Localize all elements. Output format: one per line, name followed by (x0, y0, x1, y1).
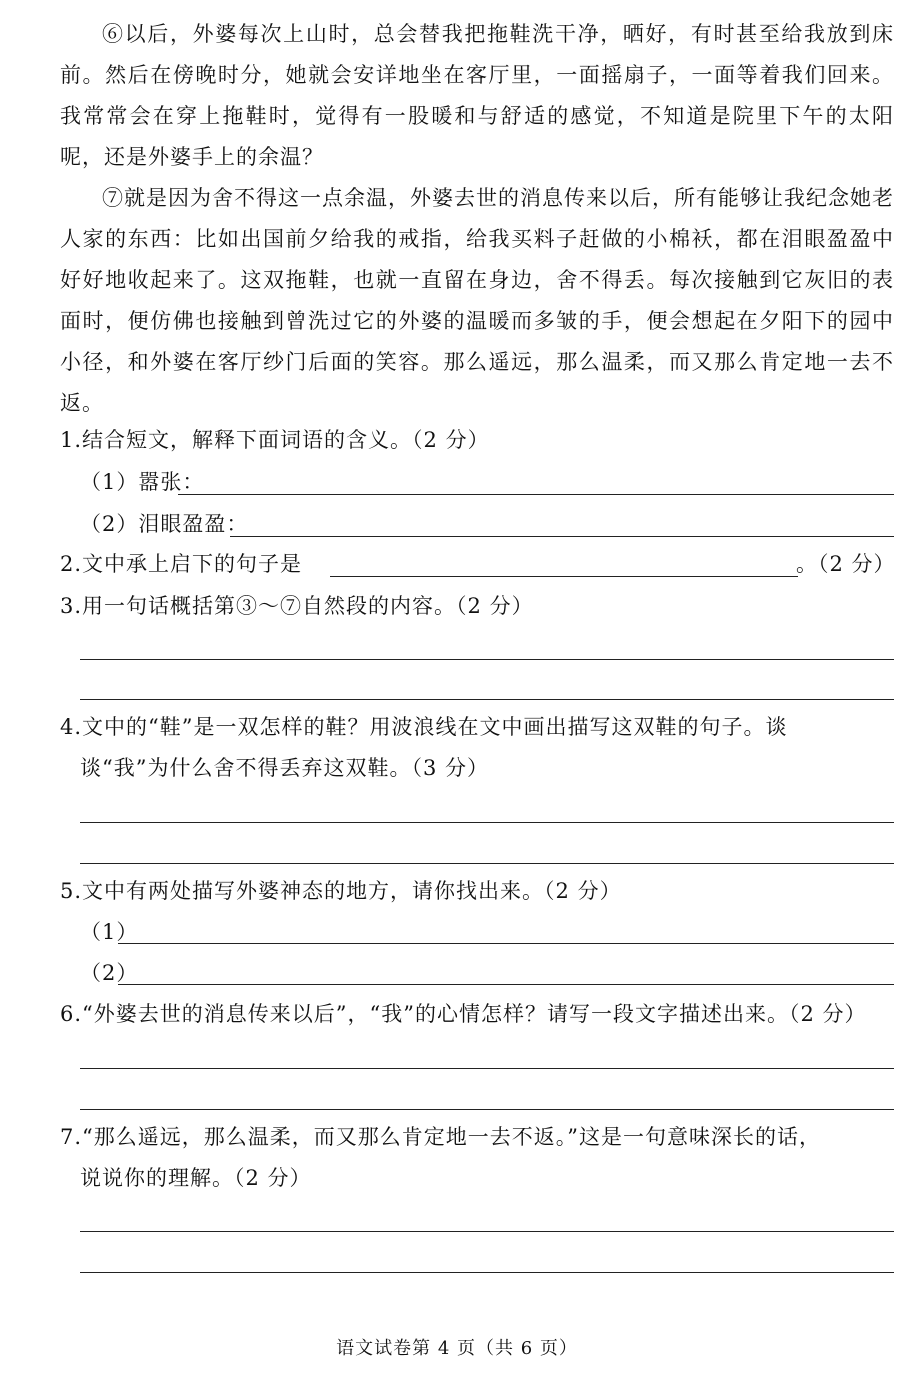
question-3-answer-line-2[interactable] (80, 699, 894, 700)
question-4-stem-line-2: 谈“我”为什么舍不得丢弃这双鞋。（3 分） (80, 756, 490, 780)
question-4-stem-line-1: 4.文中的“鞋”是一双怎样的鞋？用波浪线在文中画出描写这双鞋的句子。谈 (60, 715, 788, 739)
question-5-item-2-label: （2） (80, 961, 139, 985)
question-3-stem: 3.用一句话概括第③～⑦自然段的内容。（2 分） (60, 594, 534, 618)
question-1-item-2-answer-line[interactable] (230, 536, 894, 537)
question-5-stem: 5.文中有两处描写外婆神态的地方，请你找出来。（2 分） (60, 879, 622, 903)
question-1-item-1-answer-line[interactable] (178, 494, 894, 495)
question-7-stem-line-1: 7.“那么遥远，那么温柔，而又那么肯定地一去不返。”这是一句意味深长的话， (60, 1125, 822, 1149)
question-5-item-1-label: （1） (80, 920, 139, 944)
question-3-answer-line-1[interactable] (80, 659, 894, 660)
page-footer: 语文试卷第 4 页（共 6 页） (336, 1338, 578, 1359)
question-6-answer-line-1[interactable] (80, 1068, 894, 1069)
question-5-item-1-answer-line[interactable] (118, 943, 894, 944)
passage-paragraph-7: ⑦就是因为舍不得这一点余温，外婆去世的消息传来以后，所有能够让我纪念她老人家的东西：比如出国前夕给我的戒指，给我买料子赶做的小棉袄，都在泪眼盈盈中好好地收起来了。这双拖鞋，也就一直留在身边，舍不得丢。每次接触到它灰旧的表面时，便仿佛也接触到曾洗过它的外婆的温暖而多皱的手，便会想起在夕阳下的园中小径，和外婆在客厅纱门后面的笑容。那么遥远，那么温柔，而又那么肯定地一去不返。 (60, 186, 894, 415)
question-6-answer-line-2[interactable] (80, 1109, 894, 1110)
question-1-item-1-label: （1）嚣张： (80, 470, 205, 494)
question-1-item-2-label: （2）泪眼盈盈： (80, 512, 249, 536)
question-1-stem: 1.结合短文，解释下面词语的含义。（2 分） (60, 428, 490, 452)
question-2-stem: 2.文中承上启下的句子是 (60, 552, 303, 576)
question-2-score: 。（2 分） (796, 552, 896, 576)
question-7-stem-line-2: 说说你的理解。（2 分） (80, 1166, 312, 1190)
question-5-item-2-answer-line[interactable] (118, 984, 894, 985)
question-6-stem: 6.“外婆去世的消息传来以后”，“我”的心情怎样？请写一段文字描述出来。（2 分） (60, 1002, 867, 1026)
question-4-answer-line-1[interactable] (80, 822, 894, 823)
question-2-answer-line[interactable] (330, 576, 798, 577)
question-7-answer-line-1[interactable] (80, 1231, 894, 1232)
passage-paragraph-6: ⑥以后，外婆每次上山时，总会替我把拖鞋洗干净，晒好，有时甚至给我放到床前。然后在傍晚时分，她就会安详地坐在客厅里，一面摇扇子，一面等着我们回来。我常常会在穿上拖鞋时，觉得有一股暖和与舒适的感觉，不知道是院里下午的太阳呢，还是外婆手上的余温？ (60, 22, 894, 169)
question-7-answer-line-2[interactable] (80, 1272, 894, 1273)
question-4-answer-line-2[interactable] (80, 863, 894, 864)
